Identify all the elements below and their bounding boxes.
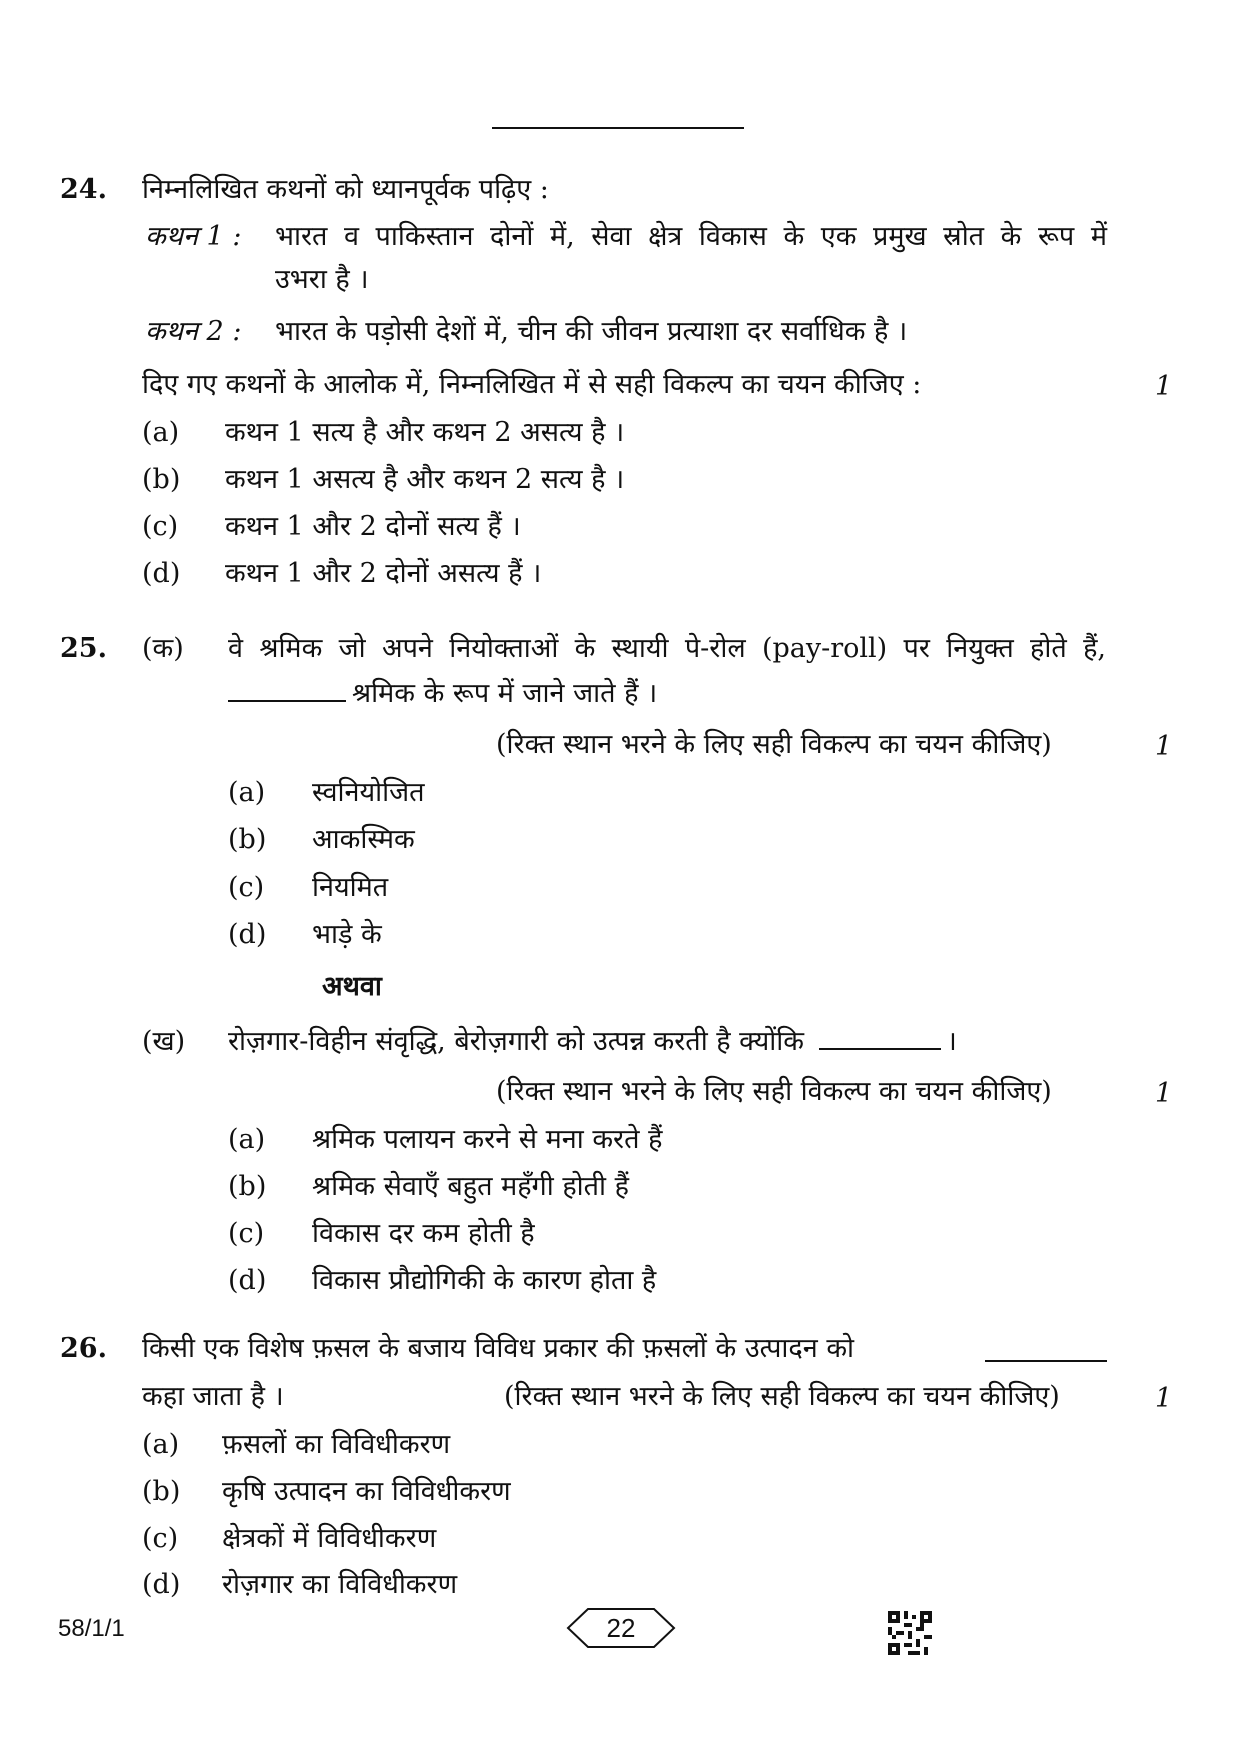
q24-marks: 1 bbox=[1155, 371, 1173, 402]
q24-option-text: कथन 1 सत्य है और कथन 2 असत्य है । bbox=[225, 417, 625, 448]
q24-statement1-label: कथन 1 : bbox=[145, 221, 242, 252]
q25-b-option-label: (d) bbox=[228, 1265, 267, 1296]
q25-part-a-line2-wrap bbox=[228, 677, 657, 711]
q25-b-option-label: (b) bbox=[228, 1171, 267, 1202]
q25-part-b-label: (ख) bbox=[142, 1026, 186, 1057]
q25-a-option-text: भाड़े के bbox=[312, 919, 382, 950]
q25-or-text: अथवा bbox=[322, 971, 382, 1002]
q25-part-a-marks: 1 bbox=[1155, 731, 1173, 762]
q25-b-option-text: श्रमिक पलायन करने से मना करते हैं bbox=[312, 1124, 663, 1155]
q24-statement2-text: भारत के पड़ोसी देशों में, चीन की जीवन प्रत्याशा दर सर्वाधिक है । bbox=[275, 316, 908, 347]
q26-option-label: (d) bbox=[142, 1569, 181, 1600]
q25-number: 25. bbox=[60, 633, 107, 664]
q25-a-option-text: आकस्मिक bbox=[312, 824, 415, 855]
q26-blank bbox=[985, 1338, 1107, 1362]
q24-option-text: कथन 1 और 2 दोनों सत्य हैं । bbox=[225, 511, 521, 542]
q25-part-a-blank bbox=[228, 678, 346, 702]
page-number: 22 bbox=[606, 1613, 636, 1643]
q25-b-option-label: (a) bbox=[228, 1124, 266, 1155]
q25-b-option-text: श्रमिक सेवाएँ बहुत महँगी होती हैं bbox=[312, 1171, 629, 1202]
q26-line2: कहा जाता है । bbox=[142, 1381, 284, 1412]
q24-option-text: कथन 1 और 2 दोनों असत्य हैं । bbox=[225, 558, 542, 589]
q25-part-b-text: रोज़गार-विहीन संवृद्धि, बेरोज़गारी को उत्पन्न करती है क्योंकि bbox=[228, 1026, 805, 1057]
q24-number: 24. bbox=[60, 174, 107, 205]
q25-b-option-text: विकास प्रौद्योगिकी के कारण होता है bbox=[312, 1265, 657, 1296]
q24-statement1-line2: उभरा है । bbox=[275, 264, 369, 295]
q25-part-b-blank bbox=[819, 1026, 941, 1050]
q25-part-b-end: । bbox=[946, 1026, 957, 1057]
q26-line1-wrap bbox=[142, 1332, 1107, 1366]
q26-instruction: (रिक्त स्थान भरने के लिए सही विकल्प का चयन कीजिए) bbox=[504, 1381, 1060, 1412]
q24-statement1-line1: भारत व पाकिस्तान दोनों में, सेवा क्षेत्र विकास के एक प्रमुख स्रोत के रूप में bbox=[275, 221, 1107, 252]
paper-code: 58/1/1 bbox=[58, 1615, 125, 1642]
q25-a-option-label: (c) bbox=[228, 872, 265, 903]
q25-part-a-instruction: (रिक्त स्थान भरने के लिए सही विकल्प का चयन कीजिए) bbox=[496, 729, 1052, 760]
q24-statement2-label: कथन 2 : bbox=[145, 316, 242, 347]
q26-option-label: (a) bbox=[142, 1429, 180, 1460]
q25-a-option-label: (b) bbox=[228, 824, 267, 855]
q25-part-a-line1: वे श्रमिक जो अपने नियोक्ताओं के स्थायी पे-रोल (pay-roll) पर नियुक्त होते हैं, bbox=[228, 633, 1106, 664]
q25-part-b-instruction: (रिक्त स्थान भरने के लिए सही विकल्प का चयन कीजिए) bbox=[496, 1076, 1052, 1107]
q25-b-option-label: (c) bbox=[228, 1218, 265, 1249]
q26-option-text: कृषि उत्पादन का विविधीकरण bbox=[222, 1476, 511, 1507]
top-divider bbox=[492, 127, 744, 129]
q26-option-text: क्षेत्रकों में विविधीकरण bbox=[222, 1523, 437, 1554]
q26-option-label: (c) bbox=[142, 1523, 179, 1554]
q25-a-option-text: स्वनियोजित bbox=[312, 777, 425, 808]
q24-option-label: (b) bbox=[142, 464, 181, 495]
q24-option-text: कथन 1 असत्य है और कथन 2 सत्य है । bbox=[225, 464, 625, 495]
q24-option-label: (c) bbox=[142, 511, 179, 542]
q24-option-label: (a) bbox=[142, 417, 180, 448]
q25-a-option-label: (a) bbox=[228, 777, 266, 808]
q24-intro: निम्नलिखित कथनों को ध्यानपूर्वक पढ़िए : bbox=[142, 174, 549, 205]
q26-number: 26. bbox=[60, 1333, 107, 1364]
q24-option-label: (d) bbox=[142, 558, 181, 589]
q26-marks: 1 bbox=[1155, 1383, 1173, 1414]
q25-part-a-label: (क) bbox=[142, 633, 184, 664]
q25-a-option-label: (d) bbox=[228, 919, 267, 950]
q25-a-option-text: नियमित bbox=[312, 872, 389, 903]
q25-part-a-line2: श्रमिक के रूप में जाने जाते हैं । bbox=[352, 678, 658, 709]
q25-part-b-marks: 1 bbox=[1155, 1078, 1173, 1109]
q26-option-text: फ़सलों का विविधीकरण bbox=[222, 1429, 451, 1460]
q25-b-option-text: विकास दर कम होती है bbox=[312, 1218, 535, 1249]
page-number-badge bbox=[566, 1607, 676, 1649]
qr-code-icon bbox=[888, 1611, 932, 1655]
q24-instruction: दिए गए कथनों के आलोक में, निम्नलिखित में से सही विकल्प का चयन कीजिए : bbox=[142, 369, 922, 400]
q26-option-text: रोज़गार का विविधीकरण bbox=[222, 1569, 458, 1600]
q25-part-b-line bbox=[228, 1025, 957, 1059]
q26-line1: किसी एक विशेष फ़सल के बजाय विविध प्रकार की फ़सलों के उत्पादन को bbox=[142, 1333, 855, 1364]
q26-option-label: (b) bbox=[142, 1476, 181, 1507]
